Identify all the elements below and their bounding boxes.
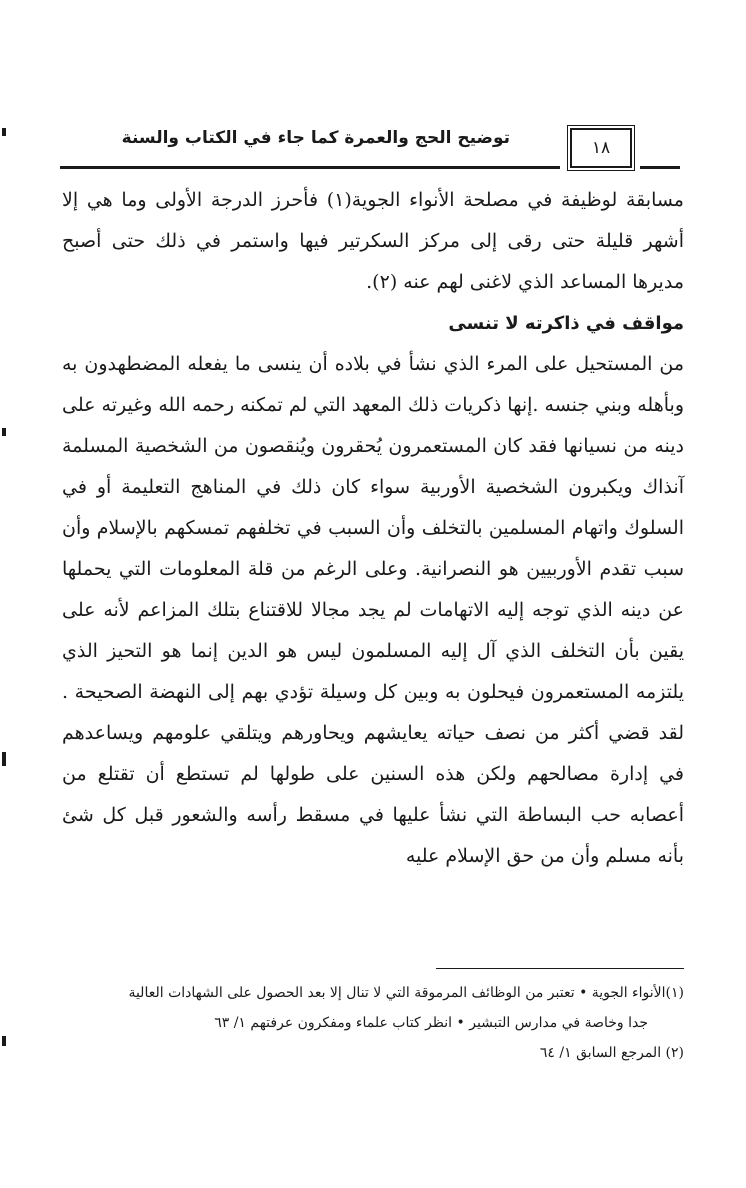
body-text	[62, 180, 684, 877]
running-title: توضيح الحج والعمرة كما جاء في الكتاب والسنة	[121, 128, 510, 148]
footnotes	[62, 978, 684, 1068]
footnote-1-line-2: جدا وخاصة في مدارس التبشير • انظر كتاب علماء ومفكرون عرفتهم ١/ ٦٣	[214, 1015, 648, 1031]
scan-mark	[2, 128, 6, 136]
header-rule-right	[640, 166, 680, 169]
header-rule	[60, 166, 560, 169]
section-heading: مواقف في ذاكرته لا تنسى	[448, 313, 684, 334]
paragraph-1: مسابقة لوظيفة في مصلحة الأنواء الجوية(١) فأحرز الدرجة الأولى وما هي إلا أشهر قليلة حتى رقى إلى مركز السكرتير فيها واستمر في ذلك حتى أصبح مديرها المساعد الذي لاغنى لهم عنه (٢).	[62, 189, 684, 293]
footnote-rule	[436, 968, 684, 969]
paragraph-2: من المستحيل على المرء الذي نشأ في بلاده أن ينسى ما يفعله المضطهدون به وبأهله وبني جنسه .إنها ذكريات ذلك المعهد التي لم تمكنه رحمه الله وغيرته على دينه من نسيانها فقد كان المستعمرون يُحقرون ويُنقصون من الشخصية المسلمة آنذاك ويكبرون الشخصية الأوربية سواء كان ذلك في المناهج التعليمة أو في السلوك واتهام المسلمين بالتخلف وأن السبب في تخلفهم تمسكهم بالإسلام وأن سبب تقدم الأوربيين هو النصرانية. وعلى الرغم من قلة المعلومات التي يحملها عن دينه الذي توجه إليه الاتهامات لم يجد مجالا للاقتناع بتلك المزاعم لأنه على يقين بأن التخلف الذي آل إليه المسلمون ليس هو الدين إنما هو التحيز الذي يلتزمه المستعمرون فيحلون به وبين كل وسيلة تؤدي بهم إلى النهضة الصحيحة . لقد قضي أكثر من نصف حياته يعايشهم ويحاورهم ويتلقي علومهم ويساعدهم في إدارة مصالحهم ولكن هذه السنين على طولها لم تستطع أن تقتلع من أعصابه حب البساطة التي نشأ عليها في مسقط رأسه والشعور قبل كل شئ بأنه مسلم وأن من حق الإسلام عليه	[62, 353, 684, 867]
page-number: ١٨	[570, 128, 632, 168]
scan-mark	[2, 1036, 6, 1046]
footnote-1-line-1: (١)الأنواء الجوية • تعتبر من الوظائف المرموقة التي لا تنال إلا بعد الحصول على الشهادات العالية	[128, 985, 684, 1001]
running-header	[60, 128, 680, 172]
footnote-2: (٢) المرجع السابق ١/ ٦٤	[539, 1045, 684, 1061]
scan-mark	[2, 752, 6, 766]
scan-mark	[2, 428, 6, 436]
